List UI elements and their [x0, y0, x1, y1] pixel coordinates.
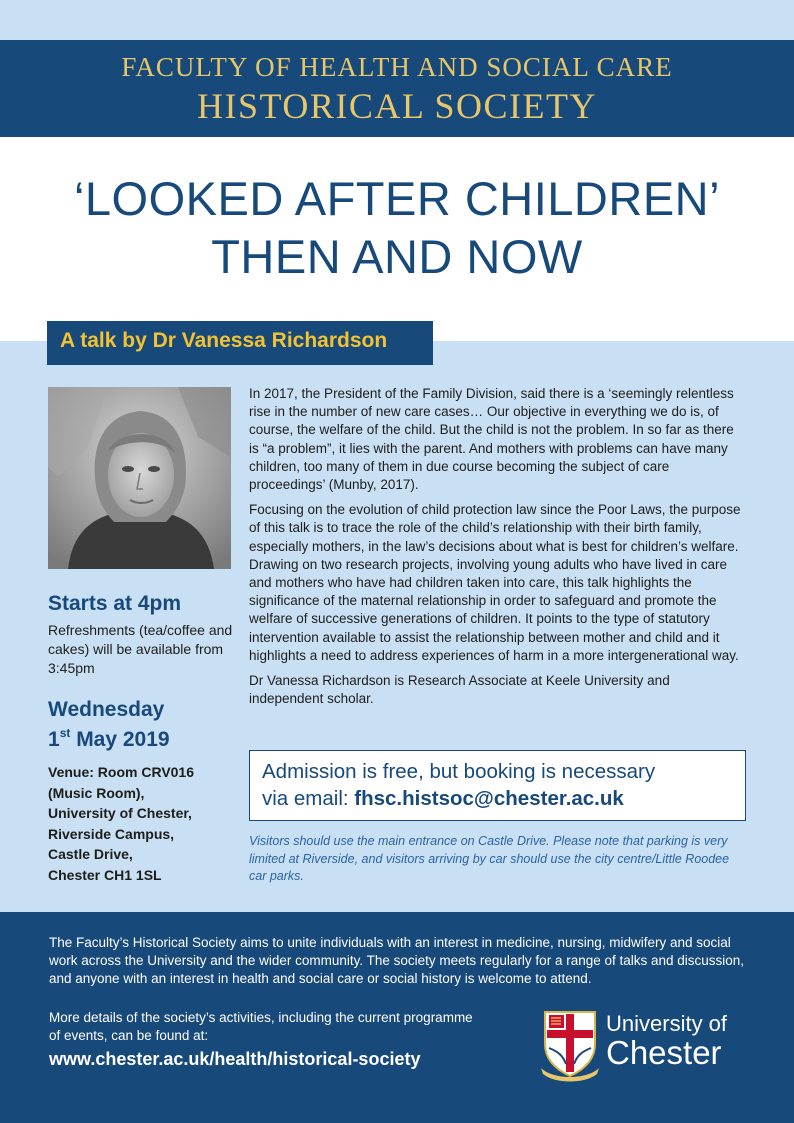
description-paragraph: In 2017, the President of the Family Division, said there is a ‘seemingly relentless rise in the number of new care cases… Our objective in everything we do is, of course, the welfare of the child. But the child is not the problem. In so far as there is “a problem”, it lies with the parent. And mothers with problems can have many children, too many of them in due course becoming the subject of care proceedings’ (Munby, 2017).	[249, 386, 734, 493]
venue-line: Riverside Campus,	[48, 825, 175, 842]
admission-line: Admission is free, but booking is necessary	[262, 760, 656, 783]
speaker-bio: Dr Vanessa Richardson is Research Associate at Keele University and independent scholar.	[249, 673, 670, 707]
speaker-label: A talk by Dr Vanessa Richardson	[60, 329, 388, 352]
university-crest-icon	[539, 1008, 601, 1082]
booking-email-link[interactable]: fhsc.histsoc@chester.ac.uk	[354, 787, 624, 810]
date-suffix: st	[59, 726, 71, 740]
speaker-portrait-image	[48, 387, 231, 569]
society-heading: HISTORICAL SOCIETY	[196, 86, 597, 126]
event-title-line2: THEN AND NOW	[211, 230, 583, 283]
event-title-line1: ‘LOOKED AFTER CHILDREN’	[73, 172, 721, 225]
university-logo-line1: University of	[606, 1011, 728, 1036]
start-time: Starts at 4pm	[48, 592, 182, 615]
talk-description	[249, 385, 745, 715]
venue-line: (Music Room),	[48, 784, 145, 801]
event-date	[48, 728, 170, 752]
venue-line: Venue: Room CRV016	[48, 764, 195, 780]
visitors-note: Visitors should use the main entrance on Castle Drive. Please note that parking is very limited at Riverside, and visitors arriving by car should use the city centre/Little Roodee car parks.	[249, 834, 730, 883]
top-strip	[0, 0, 794, 40]
speaker-banner	[47, 321, 433, 365]
venue-address	[48, 762, 248, 885]
event-weekday: Wednesday	[48, 698, 165, 721]
more-details: More details of the society’s activities, including the current programme of events, can be found at:	[49, 1010, 473, 1044]
speaker-photo	[48, 387, 231, 569]
booking-line	[262, 787, 624, 811]
society-website-link[interactable]: www.chester.ac.uk/health/historical-society	[49, 1049, 421, 1069]
venue-line: University of Chester,	[48, 805, 192, 821]
header-band	[0, 40, 794, 137]
email-prefix: via email:	[262, 787, 355, 810]
date-number: 1	[48, 728, 60, 751]
society-about: The Faculty’s Historical Society aims to unite individuals with an interest in medicine, nursing, midwifery and social work across the University and the wider community. The society meets regularly for a range of talks and discussion, and anyone with an interest in health and social care or social history is welcome to attend.	[49, 935, 745, 987]
date-month-year: May 2019	[70, 728, 170, 751]
refreshments-note: Refreshments (tea/coffee and cakes) will be available from 3:45pm	[48, 622, 233, 676]
venue-line: Chester CH1 1SL	[48, 866, 162, 883]
description-paragraph: Focusing on the evolution of child protection law since the Poor Laws, the purpose of this talk is to trace the role of the child’s relationship with their birth family, especially mothers, in the law’s decisions about what is best for children’s welfare. Drawing on two research projects, involving young adults who have lived in care and mothers who have had children taken into care, this talk highlights the significance of the maternal relationship in order to safeguard and promote the welfare of successive generations of children. It points to the type of statutory intervention available to assist the relationship between mother and child and it highlights a need to address experiences of harm in a more intergenerational way.	[249, 502, 741, 663]
venue-line: Castle Drive,	[48, 846, 133, 862]
admission-box	[249, 750, 746, 821]
faculty-heading: FACULTY OF HEALTH AND SOCIAL CARE	[121, 52, 673, 82]
title-area	[0, 137, 794, 341]
footer-band	[0, 912, 794, 1123]
university-logo-line2: Chester	[606, 1034, 722, 1071]
